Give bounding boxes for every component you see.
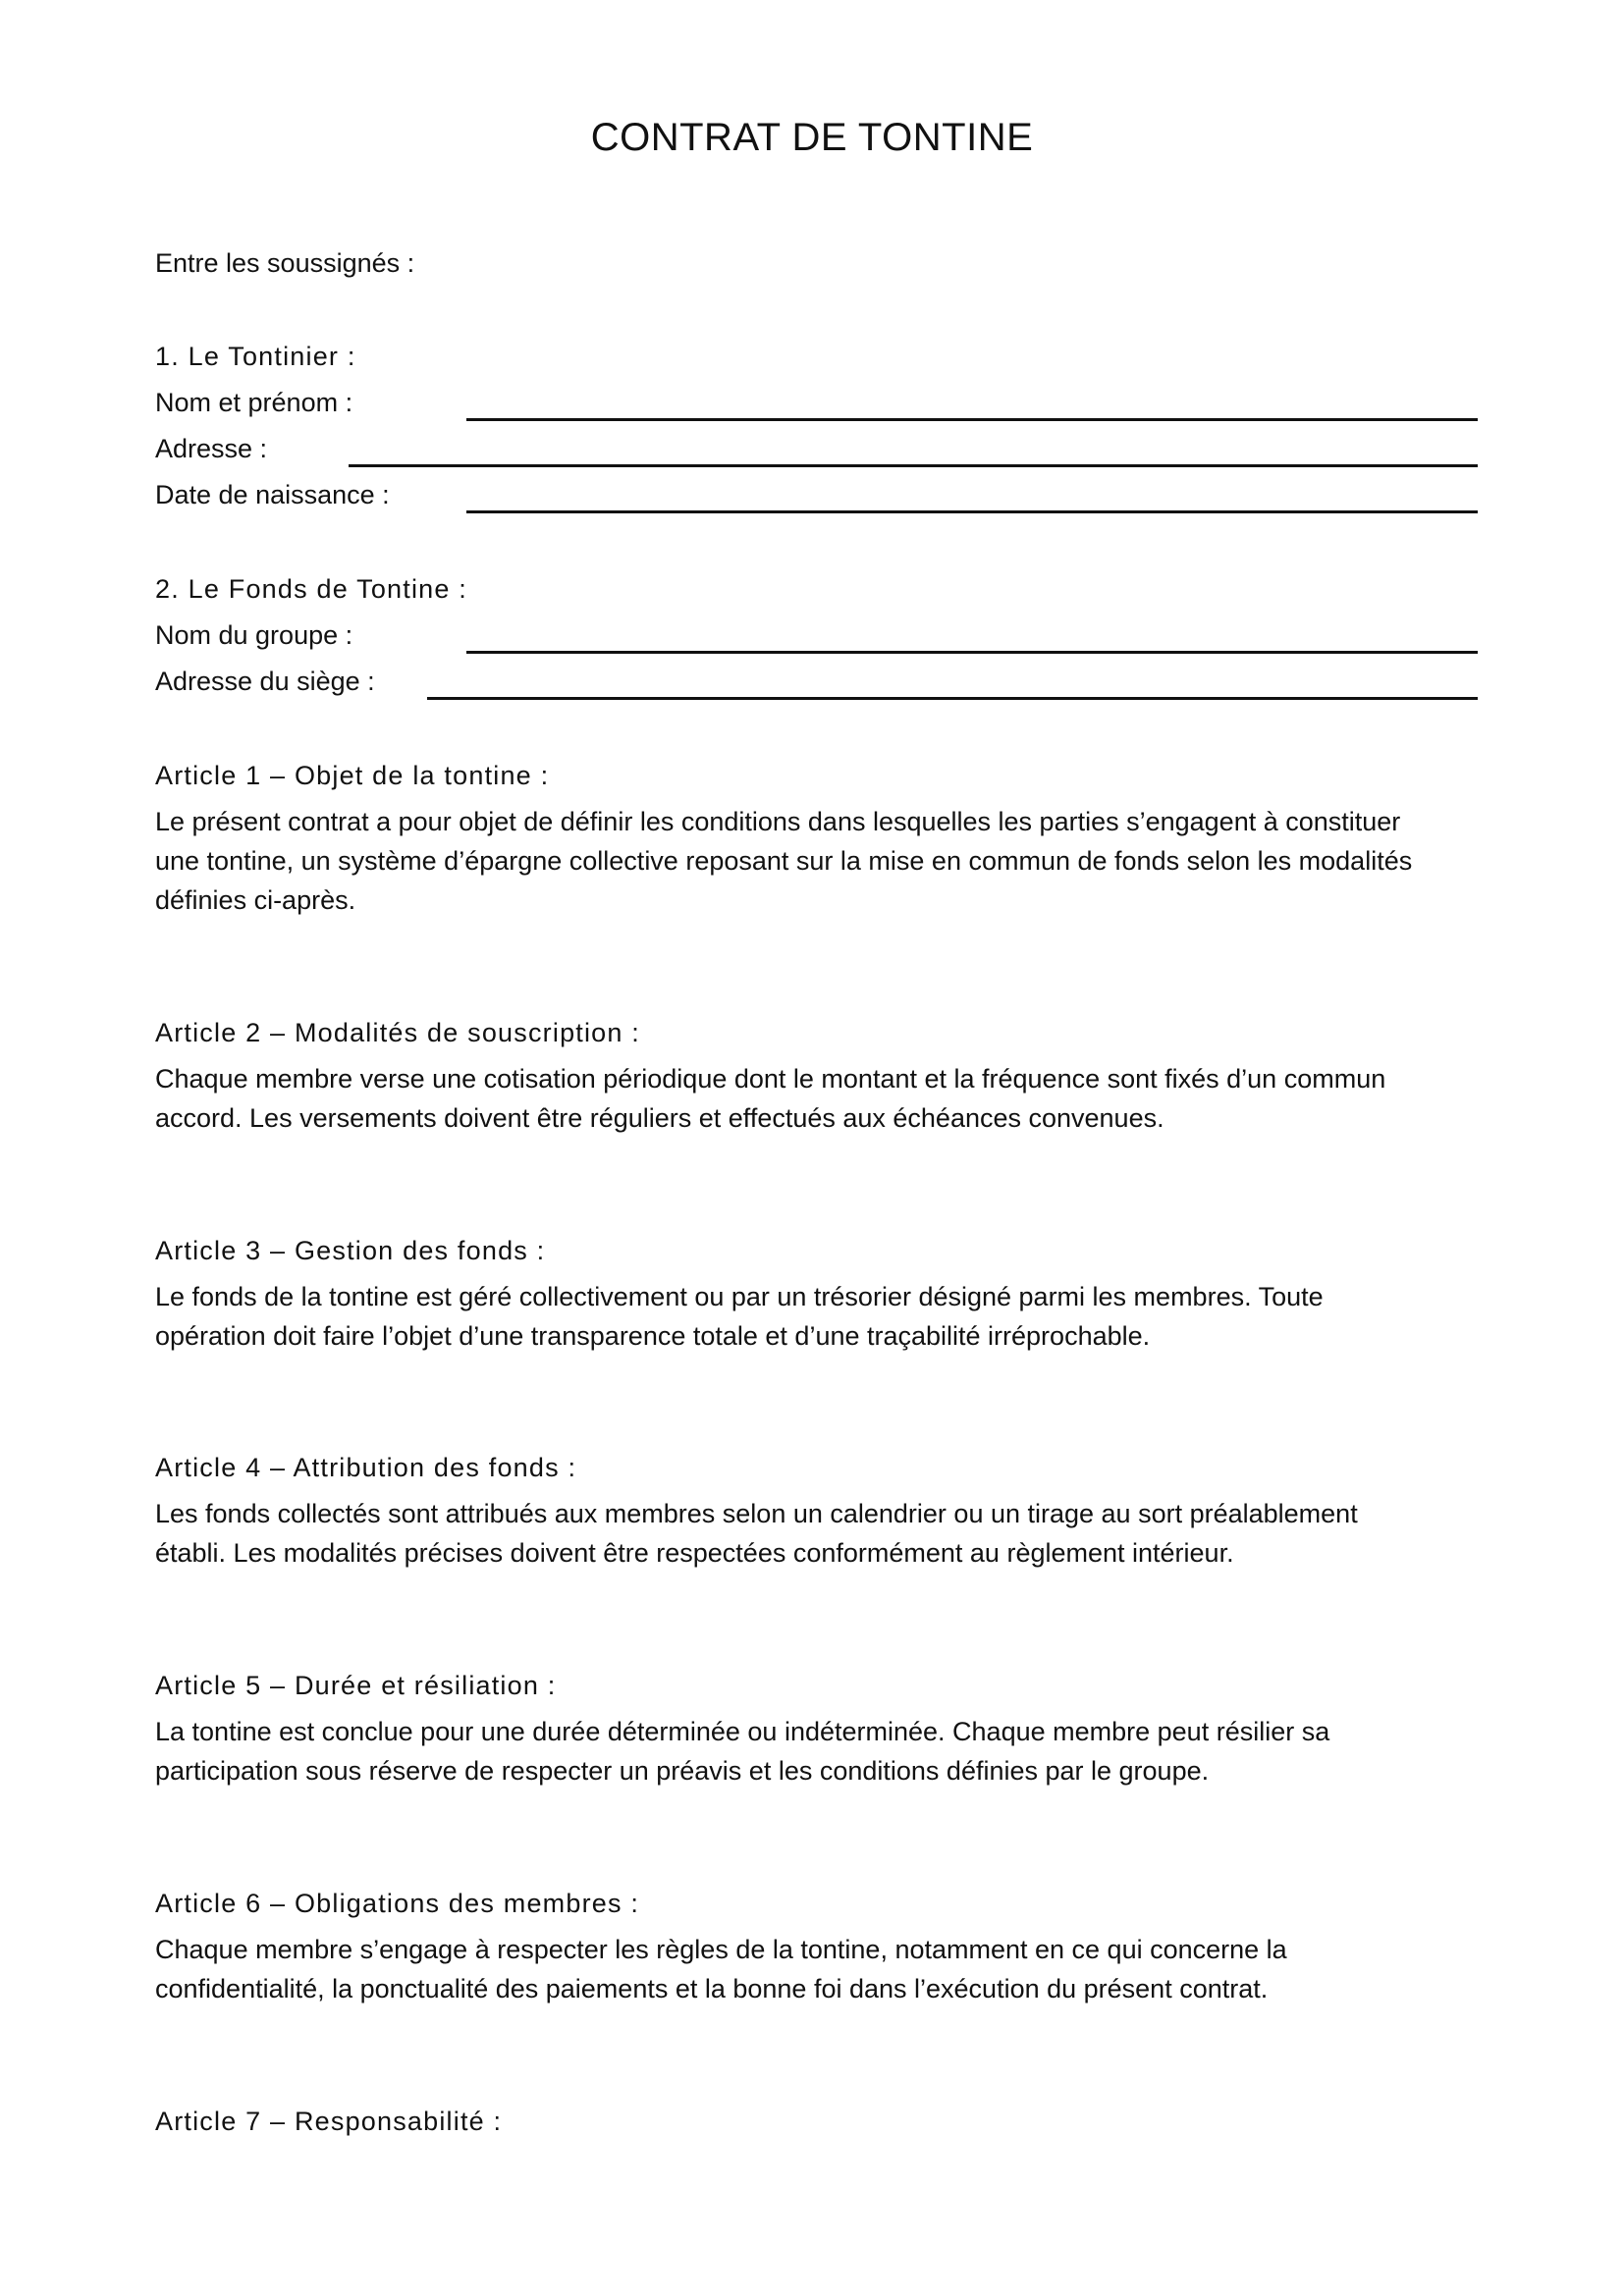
article-5-line: La tontine est conclue pour une durée déterminée ou indéterminée. Chaque membre peut résilier sa — [155, 1717, 1330, 1746]
article-5-line: participation sous réserve de respecter un préavis et les conditions définies par le groupe. — [155, 1756, 1210, 1786]
name-fill-line[interactable] — [466, 418, 1478, 421]
address-label: Adresse : — [155, 434, 268, 463]
group-address-fill-line[interactable] — [427, 697, 1478, 700]
article-1-line: Le présent contrat a pour objet de définir les conditions dans lesquelles les parties s’engagent à constituer — [155, 807, 1401, 836]
article-3-heading: Article 3 – Gestion des fonds : — [155, 1236, 546, 1265]
address-fill-line[interactable] — [349, 464, 1478, 467]
article-4-line: Les fonds collectés sont attribués aux membres selon un calendrier ou un tirage au sort préalablement — [155, 1499, 1358, 1528]
group-address-label: Adresse du siège : — [155, 667, 375, 696]
page-title: CONTRAT DE TONTINE — [590, 116, 1034, 159]
article-2-line: accord. Les versements doivent être réguliers et effectués aux échéances convenues. — [155, 1103, 1164, 1133]
article-2-line: Chaque membre verse une cotisation périodique dont le montant et la fréquence sont fixés d’un commun — [155, 1064, 1386, 1094]
article-4-line: établi. Les modalités précises doivent être respectées conformément au règlement intérieur. — [155, 1538, 1234, 1568]
article-7-heading: Article 7 – Responsabilité : — [155, 2107, 503, 2136]
article-6-line: confidentialité, la ponctualité des paiements et la bonne foi dans l’exécution du présent contrat. — [155, 1974, 1269, 2003]
article-5-heading: Article 5 – Durée et résiliation : — [155, 1671, 557, 1700]
name-label: Nom et prénom : — [155, 388, 353, 417]
birthdate-fill-line[interactable] — [466, 510, 1478, 513]
article-4-heading: Article 4 – Attribution des fonds : — [155, 1453, 577, 1482]
article-1-line: définies ci-après. — [155, 885, 356, 915]
article-6-heading: Article 6 – Obligations des membres : — [155, 1889, 640, 1918]
intro-text: Entre les soussignés : — [155, 248, 415, 278]
article-3-line: Le fonds de la tontine est géré collectivement ou par un trésorier désigné parmi les membres. Toute — [155, 1282, 1324, 1311]
birthdate-label: Date de naissance : — [155, 480, 390, 509]
party2-heading: 2. Le Fonds de Tontine : — [155, 574, 468, 604]
article-1-heading: Article 1 – Objet de la tontine : — [155, 761, 550, 790]
group-name-label: Nom du groupe : — [155, 620, 353, 650]
article-3-line: opération doit faire l’objet d’une transparence totale et d’une traçabilité irréprochable. — [155, 1321, 1151, 1351]
article-6-line: Chaque membre s’engage à respecter les règles de la tontine, notamment en ce qui concerne la — [155, 1935, 1287, 1964]
article-1-line: une tontine, un système d’épargne collective reposant sur la mise en commun de fonds selon les modalités — [155, 846, 1413, 876]
article-2-heading: Article 2 – Modalités de souscription : — [155, 1018, 641, 1047]
group-name-fill-line[interactable] — [466, 651, 1478, 654]
party1-heading: 1. Le Tontinier : — [155, 342, 356, 371]
